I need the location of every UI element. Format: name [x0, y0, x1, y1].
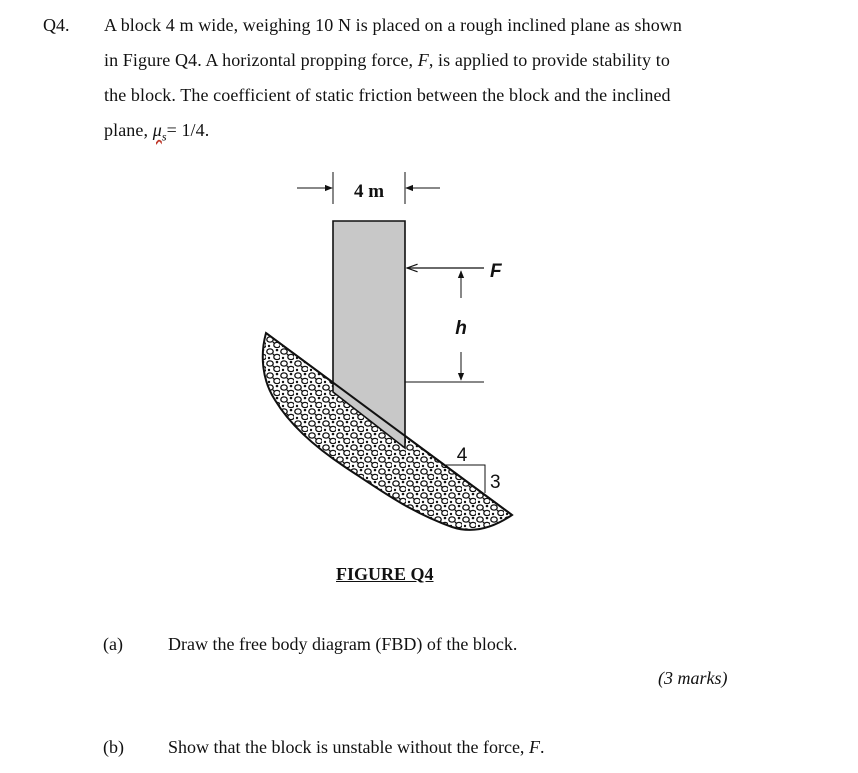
force-label: F — [490, 261, 502, 282]
part-a-text: Draw the free body diagram (FBD) of the block. — [168, 634, 518, 654]
mu-symbol: $\mu_s$ — [152, 120, 167, 144]
slope-run-label: 4 — [456, 445, 468, 466]
part-b-text-b: . — [539, 737, 545, 757]
question-line-1: A block 4 m wide, weighing 10 N is placed on a rough inclined plane as shown — [104, 15, 682, 35]
part-b-force-symbol: F — [528, 737, 540, 757]
slope-rise-label: 3 — [490, 472, 501, 493]
question-line-4 — [104, 120, 209, 145]
question-number: Q4. — [43, 15, 70, 35]
part-a-marks: (3 marks) — [658, 668, 728, 688]
height-label: h — [455, 318, 467, 339]
question-line-2a: in Figure Q4. A horizontal propping force, — [104, 50, 418, 70]
width-label: 4 m — [353, 181, 385, 202]
part-b-label: (b) — [103, 737, 124, 757]
question-line-4a: plane, — [104, 120, 153, 140]
question-line-2b: , is applied to provide stability to — [428, 50, 670, 70]
part-a-label: (a) — [103, 634, 123, 654]
force-symbol: F — [417, 50, 429, 70]
question-line-3: the block. The coefficient of static friction between the block and the inclined — [104, 85, 671, 105]
question-line-4b: = 1/4. — [166, 120, 210, 140]
part-b-text-a: Show that the block is unstable without the force, — [168, 737, 529, 757]
question-line-2 — [104, 50, 670, 71]
figure-q4 — [250, 160, 530, 550]
part-b-text — [168, 737, 544, 758]
figure-caption: FIGURE Q4 — [336, 564, 434, 584]
